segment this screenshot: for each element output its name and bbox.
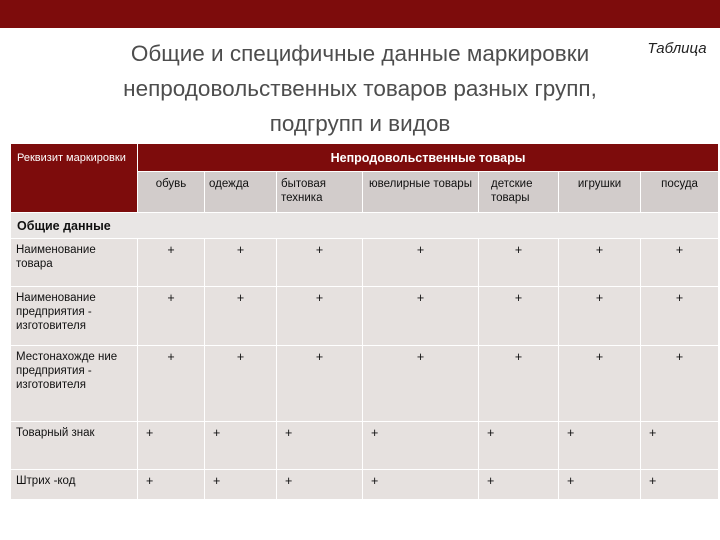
mark-cell: + [205, 287, 277, 346]
mark-cell: + [363, 239, 479, 287]
section-row [11, 213, 719, 239]
column-header: одежда [205, 172, 277, 213]
mark-cell: + [277, 470, 363, 500]
row-name: Наименование предприятия - изготовителя [11, 287, 138, 346]
mark-cell: + [277, 422, 363, 470]
mark-cell: + [641, 239, 719, 287]
table-label: Таблица [634, 28, 720, 68]
mark-cell: + [559, 422, 641, 470]
mark-cell: + [559, 346, 641, 422]
column-header: посуда [641, 172, 719, 213]
column-header: ювелирные товары [363, 172, 479, 213]
table-row [11, 470, 719, 500]
mark-cell: + [559, 239, 641, 287]
marking-table [10, 143, 719, 500]
mark-cell: + [363, 422, 479, 470]
mark-cell: + [138, 422, 205, 470]
title-line: непродовольственных товаров разных групп, [123, 76, 597, 101]
table-row [11, 239, 719, 287]
mark-cell: + [641, 470, 719, 500]
mark-cell: + [363, 346, 479, 422]
row-name: Товарный знак [11, 422, 138, 470]
mark-cell: + [277, 239, 363, 287]
top-accent-bar [0, 0, 720, 28]
column-header: детские товары [479, 172, 559, 213]
title-line: Общие и специфичные данные маркировки [130, 41, 590, 66]
mark-cell: + [205, 422, 277, 470]
mark-cell: + [138, 470, 205, 500]
column-header: игрушки [559, 172, 641, 213]
mark-cell: + [138, 239, 205, 287]
mark-cell: + [205, 346, 277, 422]
mark-cell: + [138, 287, 205, 346]
mark-cell: + [479, 422, 559, 470]
mark-cell: + [559, 287, 641, 346]
group-header: Непродовольственные товары [138, 144, 719, 172]
mark-cell: + [205, 239, 277, 287]
mark-cell: + [205, 470, 277, 500]
mark-cell: + [479, 470, 559, 500]
mark-cell: + [479, 346, 559, 422]
section-title: Общие данные [11, 213, 719, 239]
mark-cell: + [277, 287, 363, 346]
requisite-header: Реквизит маркировки [11, 144, 138, 213]
mark-cell: + [559, 470, 641, 500]
title-line: подгрупп и видов [269, 111, 451, 136]
mark-cell: + [363, 470, 479, 500]
mark-cell: + [641, 287, 719, 346]
mark-cell: + [479, 239, 559, 287]
header-row-group [11, 144, 719, 172]
row-name: Штрих -код [11, 470, 138, 500]
row-name: Местонахожде ние предприятия - изготовителя [11, 346, 138, 422]
mark-cell: + [641, 346, 719, 422]
table-row [11, 422, 719, 470]
mark-cell: + [479, 287, 559, 346]
mark-cell: + [363, 287, 479, 346]
slide-title [60, 36, 660, 141]
row-name: Наименование товара [11, 239, 138, 287]
mark-cell: + [641, 422, 719, 470]
column-header: бытовая техника [277, 172, 363, 213]
mark-cell: + [138, 346, 205, 422]
table-row [11, 346, 719, 422]
column-header: обувь [138, 172, 205, 213]
table-row [11, 287, 719, 346]
mark-cell: + [277, 346, 363, 422]
